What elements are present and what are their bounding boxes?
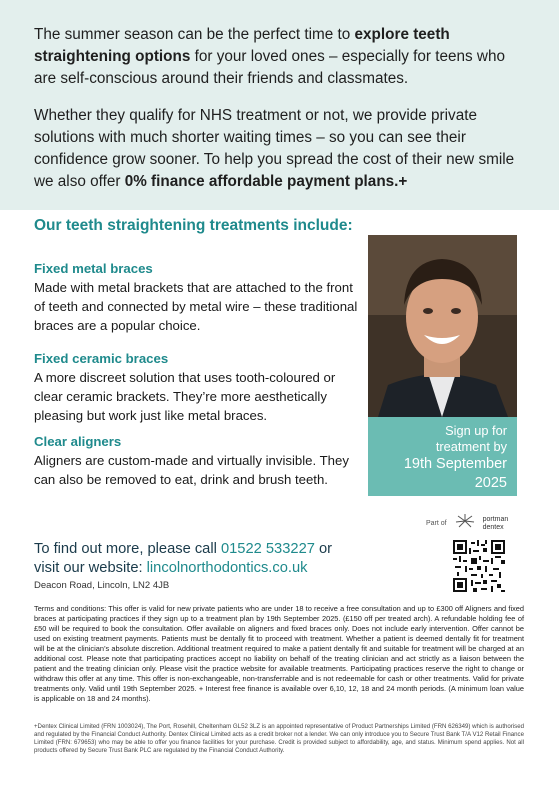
qr-code-icon[interactable] — [453, 540, 505, 592]
treatment-clear-aligners — [34, 434, 364, 489]
intro-paragraph-2 — [34, 105, 525, 193]
treatment-description: A more discreet solution that uses tooth-coloured or clear ceramic brackets. They’re more aesthetically pleasing but work just like metal braces. — [34, 370, 336, 423]
contact-text: To find out more, please call — [34, 541, 221, 557]
finance-highlight: 0% finance affordable payment plans.+ — [124, 173, 408, 190]
practice-address: Deacon Road, Lincoln, LN2 4JB — [34, 580, 170, 591]
intro-highlight: explore teeth straightening options — [34, 26, 450, 65]
smiling-teen-photo — [368, 235, 517, 417]
phone-number[interactable]: 01522 533227 — [220, 541, 315, 557]
treatment-description: Aligners are custom-made and virtually invisible. They can also be removed to eat, drink and brush teeth. — [34, 453, 349, 487]
signup-deadline-panel — [368, 417, 517, 496]
brand-word: portman — [482, 515, 509, 523]
intro-text: for your loved ones – especially for teens who are self-conscious around their friends and classmates. — [34, 48, 505, 87]
treatment-ceramic-braces — [34, 351, 364, 425]
contact-text: or — [314, 541, 333, 557]
brand-word: dentex — [482, 523, 504, 531]
portman-dentex-logo-icon — [453, 513, 477, 534]
treatment-metal-braces — [34, 261, 364, 335]
treatment-title: Fixed metal braces — [34, 261, 153, 276]
contact-text: visit our website: — [34, 560, 147, 576]
website-link[interactable]: lincolnorthodontics.co.uk — [146, 560, 308, 576]
contact-section — [34, 540, 454, 591]
website-line — [34, 559, 454, 578]
terms-and-conditions: Terms and conditions: This offer is valid for new private patients who are under 18 to receive a free consultation and up to £300 off Aligners and fixed braces at participating practices if they sign up to a treatment plan by 19th September 2025. (£150 off per treated arch). A refundable holding fee of £50 will be required to book the consultation. Offer available on aligners and fixed braces only. Does not include early intervention. Offer cannot be used on existing treatment payments. Patients must be dentally fit to proceed with treatment. Whether a patient is deemed dentally fit for treatment will be at the clinician’s absolute discretion. Additional treatment required to make a patient dentally fit and suitable for treatment will be charged at an additional cost. Please note that participating practices accept no liability on behalf of the treating clinician and act strictly as a liaison between the patient and the treating clinician only. Please visit the practice website for available treatments. Participating practices reserve the right to change or withdraw this offer at any time. This offer is non-exchangeable, non-transferrable and is not redeemable for cash or other treatments. Valid for private treatments only. Valid until 19th September 2025. + Interest free finance is available over 6,10, 12, 18 and 24 month periods. (A minimum loan value is applicable on 18 and 24 months). — [34, 604, 524, 703]
treatments-heading: Our teeth straightening treatments include: — [34, 217, 353, 234]
intro-text: The summer season can be the perfect time to — [34, 26, 355, 43]
signup-year: 2025 — [474, 475, 507, 491]
treatment-title: Fixed ceramic braces — [34, 351, 169, 366]
group-brand-name — [483, 516, 509, 532]
treatment-description: Made with metal brackets that are attached to the front of teeth and connected by metal wire – these traditional braces are a popular choice. — [34, 280, 358, 333]
call-line — [34, 540, 454, 559]
intro-text: Whether they qualify for NHS treatment or not, we provide private solutions with much shorter waiting times – so you can see their confidence grow sooner. To help you spread the cost of their new smile we also offer — [34, 107, 515, 190]
finance-disclaimer: +Dentex Clinical Limited (FRN 1003024), The Port, Rosehill, Cheltenham GL52 3LZ is an appointed representative of Product Partnerships Limited (FRN 626349) which is authorised and regulated by the Financial Conduct Authority. Dentex Clinical Limited acts as a credit broker not a lender. We can only introduce you to Secure Trust Bank T/A V12 Retail Finance Limited (FRN: 679653) who may be able to offer you finance facilities for your purchase. Credit is provided subject to affordability, age, and status. Minimum spend applies. Not all products offered by Secure Trust Bank PLC are regulated by the Financial Conduct Authority. — [34, 723, 524, 754]
intro-banner — [0, 0, 559, 210]
intro-paragraph-1 — [34, 24, 525, 90]
part-of-label: Part of — [426, 520, 447, 527]
treatment-title: Clear aligners — [34, 434, 122, 449]
signup-date: 19th September — [403, 456, 507, 472]
part-of-group — [426, 513, 508, 534]
signup-line: treatment by — [435, 439, 507, 454]
signup-line: Sign up for — [445, 423, 507, 438]
